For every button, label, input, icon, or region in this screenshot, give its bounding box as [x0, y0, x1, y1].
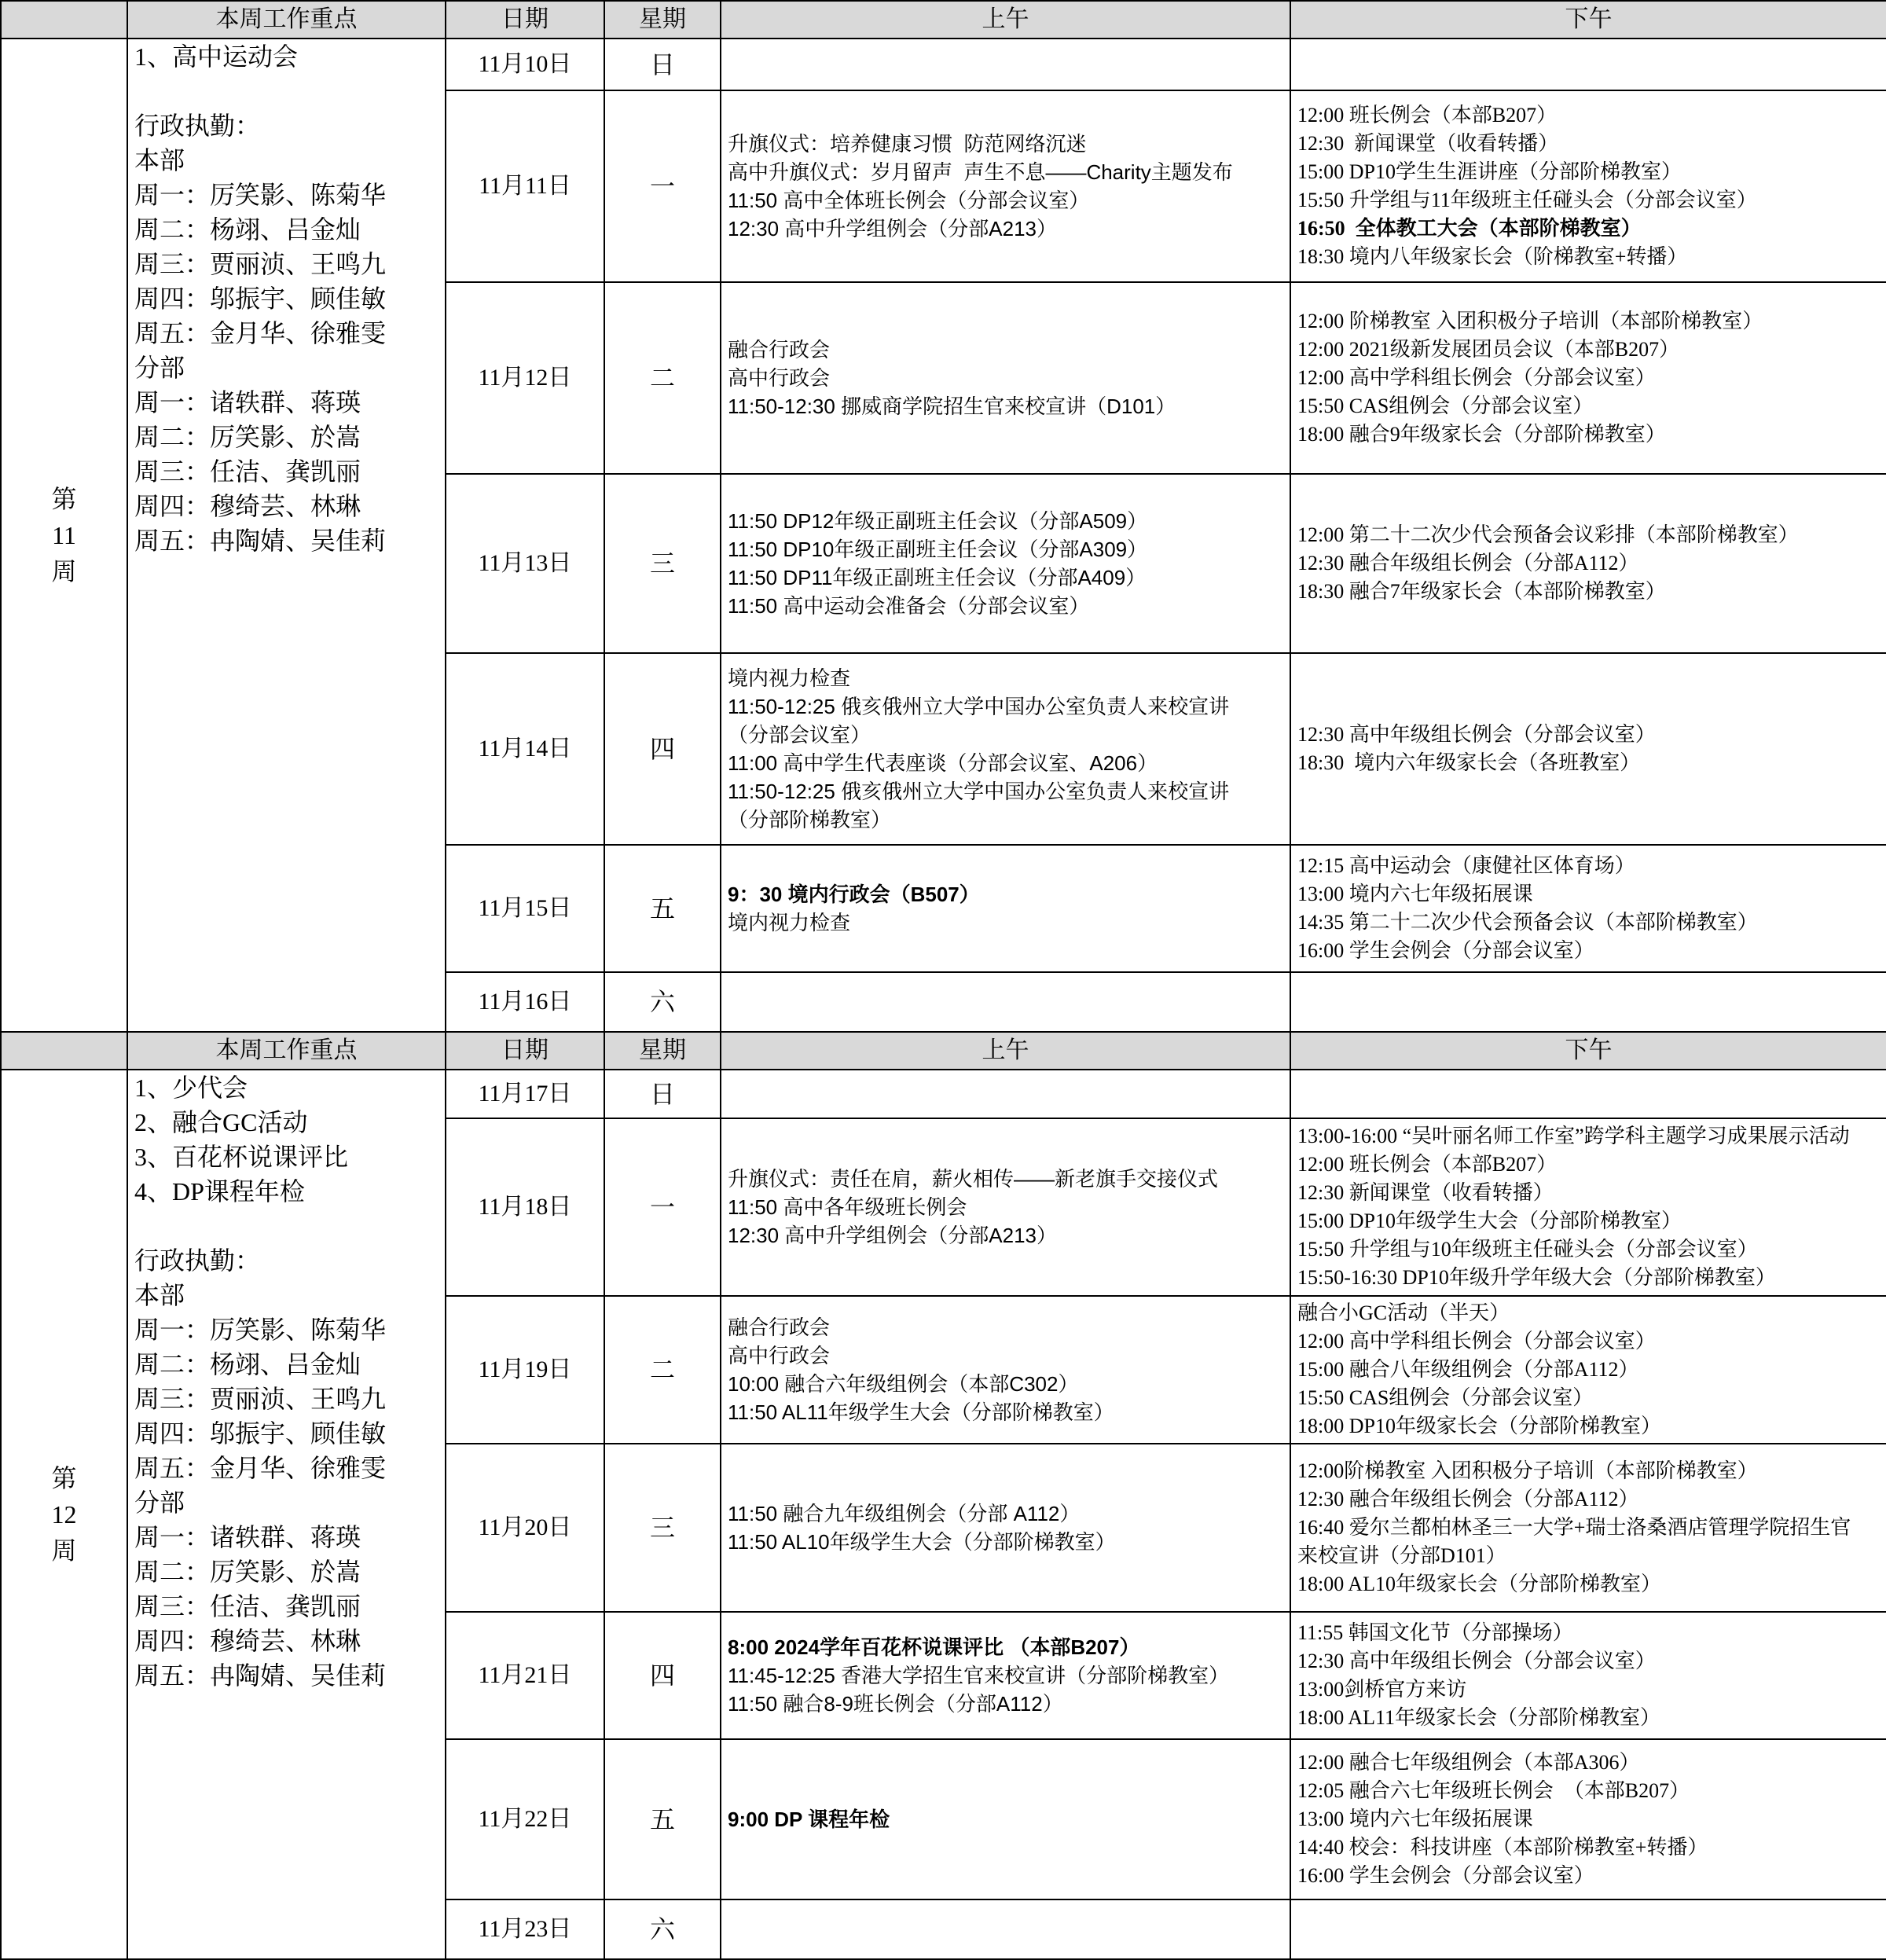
- morning-cell: [721, 90, 1290, 282]
- morning-cell: [721, 1296, 1290, 1444]
- afternoon-cell: [1290, 474, 1886, 653]
- afternoon-cell: [1290, 1118, 1886, 1296]
- week-label-part: 11: [52, 521, 76, 549]
- event-line: 15:50 升学组与10年级班主任碰头会（分部会议室）: [1297, 1238, 1758, 1261]
- weekday-cell: 日: [604, 1070, 721, 1118]
- event-line: 高中升旗仪式：岁月留声 声生不息——Charity主题发布: [728, 160, 1233, 184]
- date-cell: 11月15日: [446, 845, 604, 972]
- event-line: 11:50 高中运动会准备会（分部会议室）: [728, 594, 1090, 618]
- event-line: 18:30 融合7年级家长会（本部阶梯教室）: [1297, 580, 1666, 603]
- afternoon-cell: [1290, 1444, 1886, 1612]
- weekday-cell: 六: [604, 1899, 721, 1959]
- event-line: 12:30 高中升学组例会（分部A213）: [728, 1224, 1058, 1247]
- header-weekday: 星期: [604, 1, 721, 39]
- event-line: 12:30 高中年级组长例会（分部会议室）: [1297, 723, 1656, 746]
- event-line: 11:50 高中各年级班长例会: [728, 1195, 967, 1219]
- event-line: 14:35 第二十二次少代会预备会议（本部阶梯教室）: [1297, 911, 1758, 934]
- date-cell: 11月19日: [446, 1296, 604, 1444]
- event-line: 11:50 高中全体班长例会（分部会议室）: [728, 189, 1090, 212]
- event-line: 16:50 全体教工大会（本部阶梯教室）: [1297, 217, 1642, 240]
- event-line: 12:00 第二十二次少代会预备会议彩排（本部阶梯教室）: [1297, 523, 1799, 546]
- week-label-part: 周: [51, 1536, 77, 1565]
- header-afternoon: 下午: [1290, 1, 1886, 39]
- afternoon-cell: [1290, 1070, 1886, 1118]
- date-cell: 11月13日: [446, 474, 604, 653]
- header-row: [1, 1, 1886, 39]
- event-line: 11:50-12:30 挪威商学院招生官来校宣讲（D101）: [728, 395, 1176, 418]
- event-line: 13:00 境内六七年级拓展课: [1297, 883, 1533, 905]
- event-line: 13:00-16:00 “吴叶丽名师工作室”跨学科主题学习成果展示活动: [1297, 1125, 1850, 1147]
- afternoon-cell: [1290, 845, 1886, 972]
- event-line: 12:00 班长例会（本部B207）: [1297, 1153, 1558, 1176]
- event-line: 12:00阶梯教室 入团积极分子培训（本部阶梯教室）: [1297, 1459, 1758, 1482]
- event-line: 11:50 DP10年级正副班主任会议（分部A309）: [728, 538, 1148, 561]
- afternoon-cell: [1290, 39, 1886, 90]
- event-line: 15:00 融合八年级组例会（分部A112）: [1297, 1358, 1639, 1381]
- afternoon-cell: [1290, 282, 1886, 474]
- event-line: 18:00 AL10年级家长会（分部阶梯教室）: [1297, 1573, 1661, 1595]
- event-line: 9：30 境内行政会（B507）: [728, 883, 980, 906]
- event-line: 18:30 境内八年级家长会（阶梯教室+转播）: [1297, 245, 1688, 268]
- event-line: 16:00 学生会例会（分部会议室）: [1297, 1864, 1594, 1887]
- event-line: 18:30 境内六年级家长会（各班教室）: [1297, 751, 1641, 774]
- day-row: [1, 39, 1886, 90]
- afternoon-cell: [1290, 972, 1886, 1032]
- morning-cell: [721, 972, 1290, 1032]
- event-line: 融合行政会: [728, 338, 831, 362]
- morning-cell: [721, 1899, 1290, 1959]
- event-line: 11:50 DP12年级正副班主任会议（分部A509）: [728, 509, 1148, 533]
- event-line: 12:30 高中升学组例会（分部A213）: [728, 217, 1058, 240]
- event-line: 11:50-12:25 俄亥俄州立大学中国办公室负责人来校宣讲: [728, 780, 1230, 803]
- week-label: [1, 1070, 127, 1959]
- date-cell: 11月12日: [446, 282, 604, 474]
- header-blank: [1, 1032, 127, 1070]
- event-line: 9:00 DP 课程年检: [728, 1808, 890, 1831]
- weekday-cell: 六: [604, 972, 721, 1032]
- event-line: 18:00 DP10年级家长会（分部阶梯教室）: [1297, 1415, 1661, 1437]
- morning-cell: [721, 653, 1290, 845]
- event-line: 升旗仪式：责任在肩，薪火相传——新老旗手交接仪式: [728, 1167, 1219, 1191]
- week-label-part: 第: [51, 485, 77, 513]
- week-focus: 1、高中运动会 行政执勤： 本部 周一：厉笑影、陈菊华 周二：杨翊、吕金灿 周三：贾丽浈、王鸣九 周四：邬振宇、顾佳敏 周五：金月华、徐雅雯 分部 周一：诸轶群、蒋瑛 周二：厉笑影、於嵩 周三：任洁、龚凯丽 周四：穆绮芸、林琳 周五：冉陶婧、吴佳莉: [127, 39, 446, 1032]
- event-line: 11:50-12:25 俄亥俄州立大学中国办公室负责人来校宣讲: [728, 695, 1230, 718]
- morning-cell: [721, 1612, 1290, 1739]
- event-line: 15:50 升学组与11年级班主任碰头会（分部会议室）: [1297, 189, 1757, 211]
- weekday-cell: 五: [604, 1739, 721, 1899]
- header-afternoon: 下午: [1290, 1032, 1886, 1070]
- event-line: 12:00 阶梯教室 入团积极分子培训（本部阶梯教室）: [1297, 310, 1763, 332]
- event-line: 13:00 境内六七年级拓展课: [1297, 1808, 1533, 1830]
- header-focus: 本周工作重点: [127, 1, 446, 39]
- event-line: 高中行政会: [728, 1344, 831, 1367]
- week-label-part: 12: [51, 1500, 77, 1529]
- morning-cell: [721, 282, 1290, 474]
- weekday-cell: 日: [604, 39, 721, 90]
- event-line: 12:30 高中年级组长例会（分部会议室）: [1297, 1650, 1656, 1672]
- event-line: 11:55 韩国文化节（分部操场）: [1297, 1621, 1573, 1644]
- event-line: 12:00 高中学科组长例会（分部会议室）: [1297, 1330, 1656, 1353]
- event-line: 融合小GC活动（半天）: [1297, 1301, 1510, 1324]
- weekday-cell: 五: [604, 845, 721, 972]
- morning-cell: [721, 1444, 1290, 1612]
- date-cell: 11月17日: [446, 1070, 604, 1118]
- afternoon-cell: [1290, 1296, 1886, 1444]
- morning-cell: [721, 1118, 1290, 1296]
- event-line: 12:00 融合七年级组例会（本部A306）: [1297, 1751, 1640, 1774]
- week-label-part: 周: [51, 557, 77, 585]
- event-line: 10:00 融合六年级组例会（本部C302）: [728, 1372, 1079, 1396]
- weekday-cell: 二: [604, 282, 721, 474]
- event-line: 11:50 AL11年级学生大会（分部阶梯教室）: [728, 1400, 1114, 1424]
- event-line: 15:50-16:30 DP10年级升学年级大会（分部阶梯教室）: [1297, 1266, 1776, 1289]
- event-line: 14:40 校会：科技讲座（本部阶梯教室+转播）: [1297, 1836, 1708, 1859]
- weekday-cell: 一: [604, 1118, 721, 1296]
- event-line: 15:00 DP10年级学生大会（分部阶梯教室）: [1297, 1209, 1682, 1232]
- event-line: 16:40 爱尔兰都柏林圣三一大学+瑞士洛桑酒店管理学院招生官: [1297, 1516, 1851, 1539]
- date-cell: 11月23日: [446, 1899, 604, 1959]
- event-line: 11:50 融合8-9班长例会（分部A112）: [728, 1692, 1063, 1716]
- afternoon-cell: [1290, 90, 1886, 282]
- weekday-cell: 四: [604, 1612, 721, 1739]
- morning-cell: [721, 1739, 1290, 1899]
- header-date: 日期: [446, 1, 604, 39]
- event-line: 12:15 高中运动会（康健社区体育场）: [1297, 854, 1635, 877]
- event-line: 12:30 新闻课堂（收看转播）: [1297, 1181, 1554, 1204]
- afternoon-cell: [1290, 1739, 1886, 1899]
- event-line: 境内视力检查: [728, 666, 851, 690]
- header-blank: [1, 1, 127, 39]
- event-line: 境内视力检查: [728, 911, 851, 934]
- event-line: 12:00 班长例会（本部B207）: [1297, 104, 1558, 127]
- event-line: 12:30 新闻课堂（收看转播）: [1297, 132, 1559, 155]
- event-line: 18:00 AL11年级家长会（分部阶梯教室）: [1297, 1706, 1660, 1729]
- event-line: 高中行政会: [728, 366, 831, 390]
- event-line: 11:00 高中学生代表座谈（分部会议室、A206）: [728, 751, 1158, 775]
- week-focus: 1、少代会 2、融合GC活动 3、百花杯说课评比 4、DP课程年检 行政执勤： 本部 周一：厉笑影、陈菊华 周二：杨翊、吕金灿 周三：贾丽浈、王鸣九 周四：邬振宇、顾佳敏 周五：金月华、徐雅雯 分部 周一：诸轶群、蒋瑛 周二：厉笑影、於嵩 周三：任洁、龚凯丽 周四：穆绮芸、林琳 周五：冉陶婧、吴佳莉: [127, 1070, 446, 1959]
- afternoon-cell: [1290, 1899, 1886, 1959]
- event-line: 16:00 学生会例会（分部会议室）: [1297, 939, 1594, 962]
- date-cell: 11月14日: [446, 653, 604, 845]
- day-row: [1, 1070, 1886, 1118]
- header-date: 日期: [446, 1032, 604, 1070]
- event-line: 13:00剑桥官方来访: [1297, 1678, 1467, 1701]
- event-line: 8:00 2024学年百花杯说课评比 （本部B207）: [728, 1635, 1140, 1659]
- header-morning: 上午: [721, 1, 1290, 39]
- header-row: [1, 1032, 1886, 1070]
- weekday-cell: 三: [604, 474, 721, 653]
- event-line: 12:00 2021级新发展团员会议（本部B207）: [1297, 338, 1680, 361]
- event-line: （分部阶梯教室）: [728, 808, 892, 831]
- event-line: （分部会议室）: [728, 723, 871, 747]
- date-cell: 11月16日: [446, 972, 604, 1032]
- afternoon-cell: [1290, 1612, 1886, 1739]
- afternoon-cell: [1290, 653, 1886, 845]
- event-line: 15:50 CAS组例会（分部会议室）: [1297, 395, 1594, 417]
- morning-cell: [721, 39, 1290, 90]
- event-line: 18:00 融合9年级家长会（分部阶梯教室）: [1297, 423, 1666, 446]
- header-focus: 本周工作重点: [127, 1032, 446, 1070]
- event-line: 15:50 CAS组例会（分部会议室）: [1297, 1386, 1594, 1409]
- event-line: 15:00 DP10学生生涯讲座（分部阶梯教室）: [1297, 160, 1682, 183]
- morning-cell: [721, 474, 1290, 653]
- week-label: [1, 39, 127, 1032]
- date-cell: 11月11日: [446, 90, 604, 282]
- weekday-cell: 四: [604, 653, 721, 845]
- morning-cell: [721, 1070, 1290, 1118]
- header-weekday: 星期: [604, 1032, 721, 1070]
- date-cell: 11月20日: [446, 1444, 604, 1612]
- event-line: 升旗仪式：培养健康习惯 防范网络沉迷: [728, 132, 1087, 156]
- event-line: 11:50 融合九年级组例会（分部 A112）: [728, 1502, 1081, 1525]
- event-line: 来校宣讲（分部D101）: [1297, 1544, 1506, 1567]
- weekday-cell: 一: [604, 90, 721, 282]
- weekday-cell: 二: [604, 1296, 721, 1444]
- event-line: 12:05 融合六七年级班长例会 （本部B207）: [1297, 1779, 1690, 1802]
- event-line: 11:50 DP11年级正副班主任会议（分部A409）: [728, 566, 1147, 589]
- date-cell: 11月10日: [446, 39, 604, 90]
- weekday-cell: 三: [604, 1444, 721, 1612]
- event-line: 12:00 高中学科组长例会（分部会议室）: [1297, 366, 1656, 389]
- date-cell: 11月18日: [446, 1118, 604, 1296]
- event-line: 12:30 融合年级组长例会（分部A112）: [1297, 552, 1639, 574]
- event-line: 融合行政会: [728, 1316, 831, 1339]
- header-morning: 上午: [721, 1032, 1290, 1070]
- morning-cell: [721, 845, 1290, 972]
- event-line: 11:45-12:25 香港大学招生官来校宣讲（分部阶梯教室）: [728, 1664, 1230, 1687]
- date-cell: 11月22日: [446, 1739, 604, 1899]
- event-line: 12:30 融合年级组长例会（分部A112）: [1297, 1488, 1639, 1510]
- event-line: 11:50 AL10年级学生大会（分部阶梯教室）: [728, 1530, 1116, 1554]
- week-label-part: 第: [51, 1464, 77, 1492]
- date-cell: 11月21日: [446, 1612, 604, 1739]
